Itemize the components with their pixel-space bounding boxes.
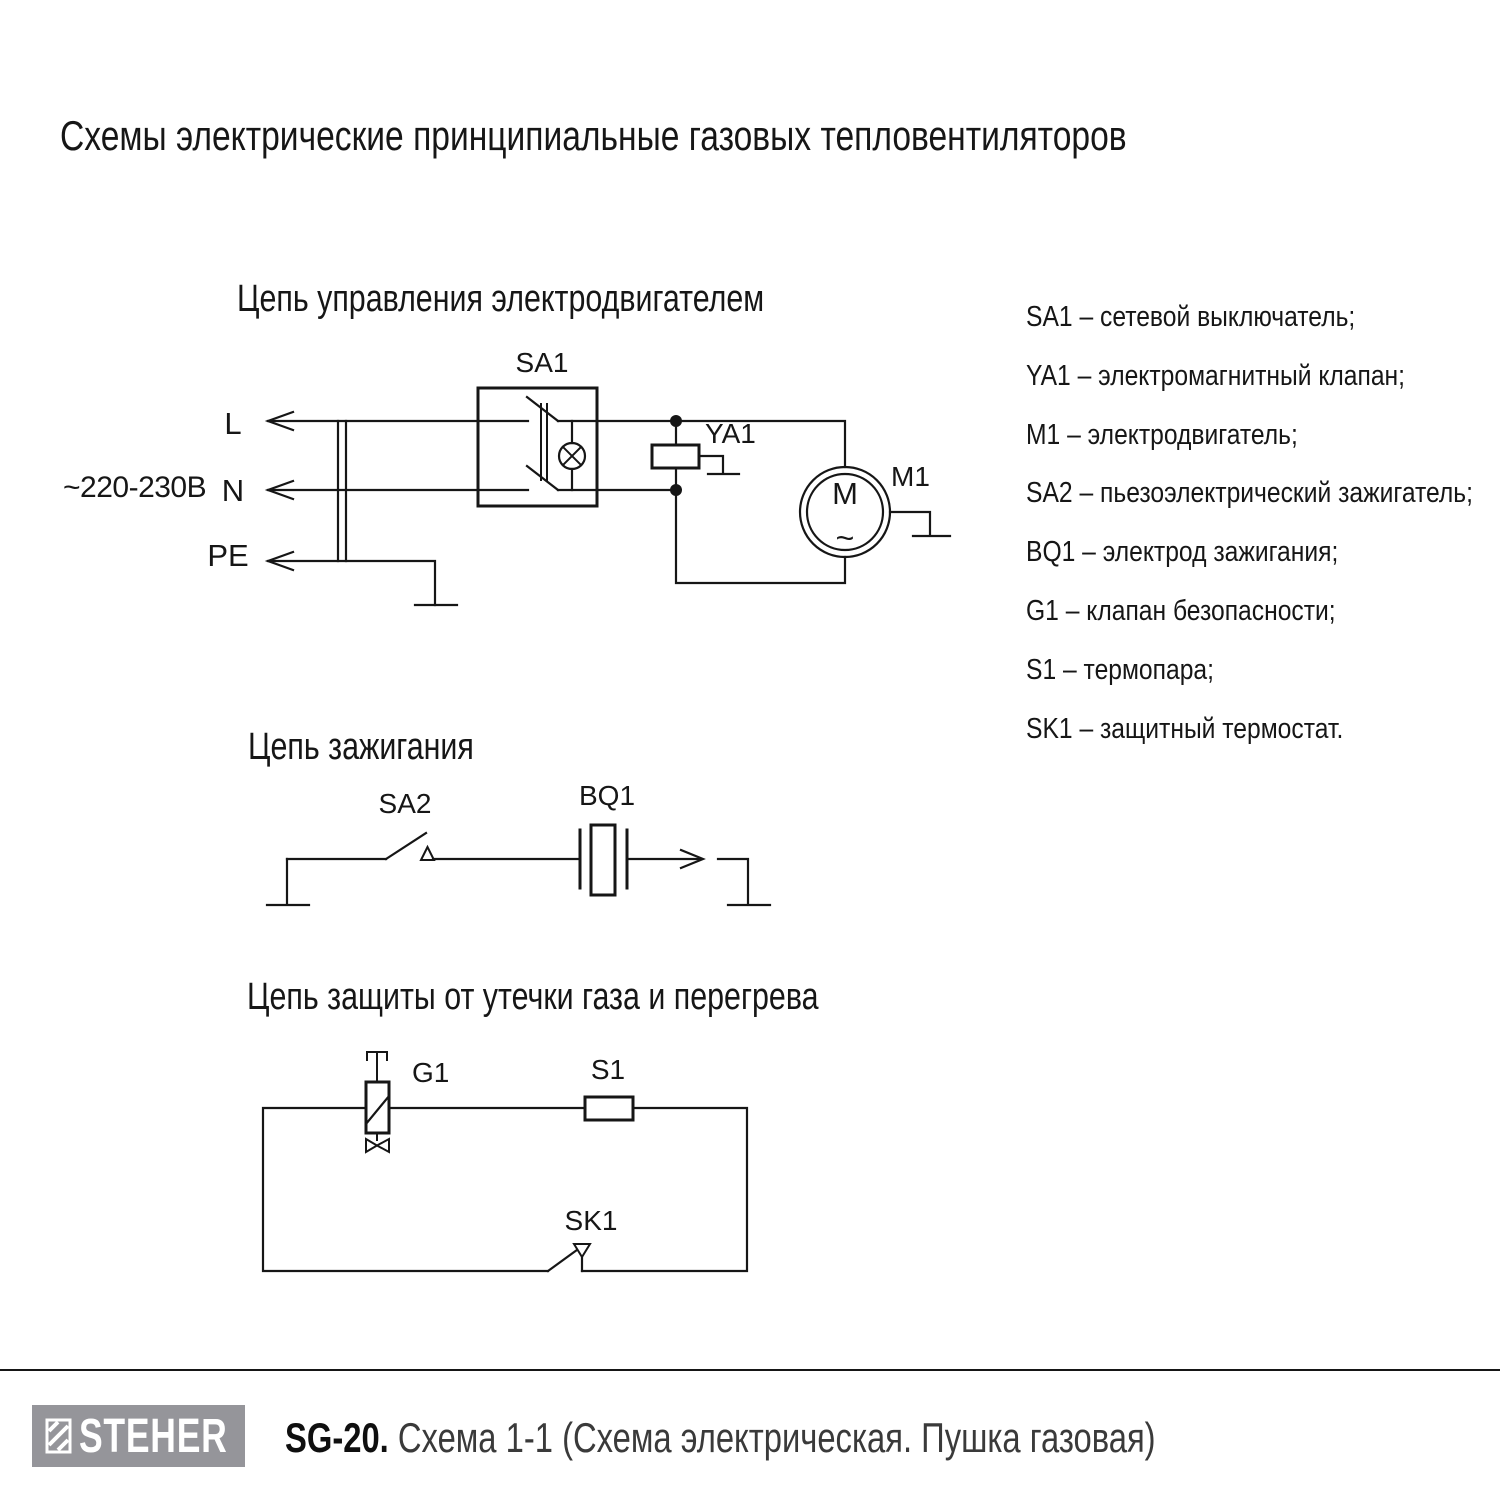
protection-circuit-diagram — [263, 1052, 747, 1271]
m1-label: M1 — [891, 461, 930, 492]
g1-label: G1 — [412, 1057, 450, 1088]
sa2-label: SA2 — [378, 788, 432, 819]
junction-dot — [670, 415, 682, 427]
s1-label: S1 — [590, 1054, 626, 1085]
footer-divider — [0, 1369, 1500, 1371]
g1-valve-symbol — [366, 1052, 389, 1152]
legend-item: SA1 – сетевой выключатель; — [1026, 301, 1356, 333]
control-circuit-title: Цепь управления электродвигателем — [237, 278, 765, 320]
sk1-label: SK1 — [564, 1205, 618, 1236]
bq1-label: BQ1 — [578, 780, 636, 811]
steher-logo-icon — [45, 1418, 72, 1454]
ignition-circuit-diagram — [267, 780, 770, 905]
sa2-switch-symbol — [386, 833, 434, 860]
ya1-label: YA1 — [705, 418, 756, 449]
sa1-switch-symbol — [478, 388, 597, 506]
line-label-n: N — [221, 473, 245, 508]
model-number: SG-20. — [285, 1414, 389, 1461]
line-pe-wire — [268, 561, 435, 605]
legend-item: S1 – термопара; — [1026, 653, 1214, 686]
burner-electrode-bracket — [718, 859, 770, 905]
protection-circuit-title: Цепь защиты от утечки газа и перегрева — [247, 976, 819, 1018]
motor-ground-icon — [890, 512, 950, 536]
component-legend — [1026, 288, 1500, 758]
page-title: Схемы электрические принципиальные газовых тепловентиляторов — [60, 112, 1127, 159]
legend-item: SK1 – защитный термостат. — [1026, 712, 1344, 745]
legend-item: BQ1 – электрод зажигания; — [1026, 536, 1339, 569]
ya1-ground-icon — [699, 456, 739, 474]
s1-thermocouple-symbol — [585, 1097, 633, 1120]
control-circuit-diagram — [63, 347, 950, 605]
protection-loop-wire — [263, 1108, 747, 1271]
bq1-electrode-symbol — [580, 825, 627, 895]
footer-caption — [285, 1414, 1156, 1462]
legend-item: YA1 – электромагнитный клапан; — [1026, 359, 1406, 392]
motor-letter: M — [832, 476, 858, 511]
schema-description: Схема 1-1 (Схема электрическая. Пушка газовая) — [397, 1414, 1156, 1461]
voltage-label: ~220-230В — [63, 471, 207, 504]
sk1-thermostat-symbol — [548, 1244, 590, 1271]
legend-item: SA2 – пьезоэлектрический зажигатель; — [1026, 477, 1473, 510]
ignition-ground-icon — [267, 859, 309, 905]
sa1-label: SA1 — [515, 347, 569, 378]
legend-item: M1 – электродвигатель; — [1026, 418, 1298, 451]
line-label-l: L — [224, 406, 242, 441]
junction-dot — [670, 484, 682, 496]
switch-to-motor-top-wire — [558, 421, 845, 467]
motor-ac-symbol: ~ — [835, 520, 855, 556]
steher-logo — [32, 1405, 245, 1467]
legend-item: G1 – клапан безопасности; — [1026, 594, 1336, 627]
brand-name: STEHER — [79, 1409, 228, 1463]
ignition-circuit-title: Цепь зажигания — [248, 726, 474, 768]
line-label-pe: PE — [207, 538, 249, 573]
